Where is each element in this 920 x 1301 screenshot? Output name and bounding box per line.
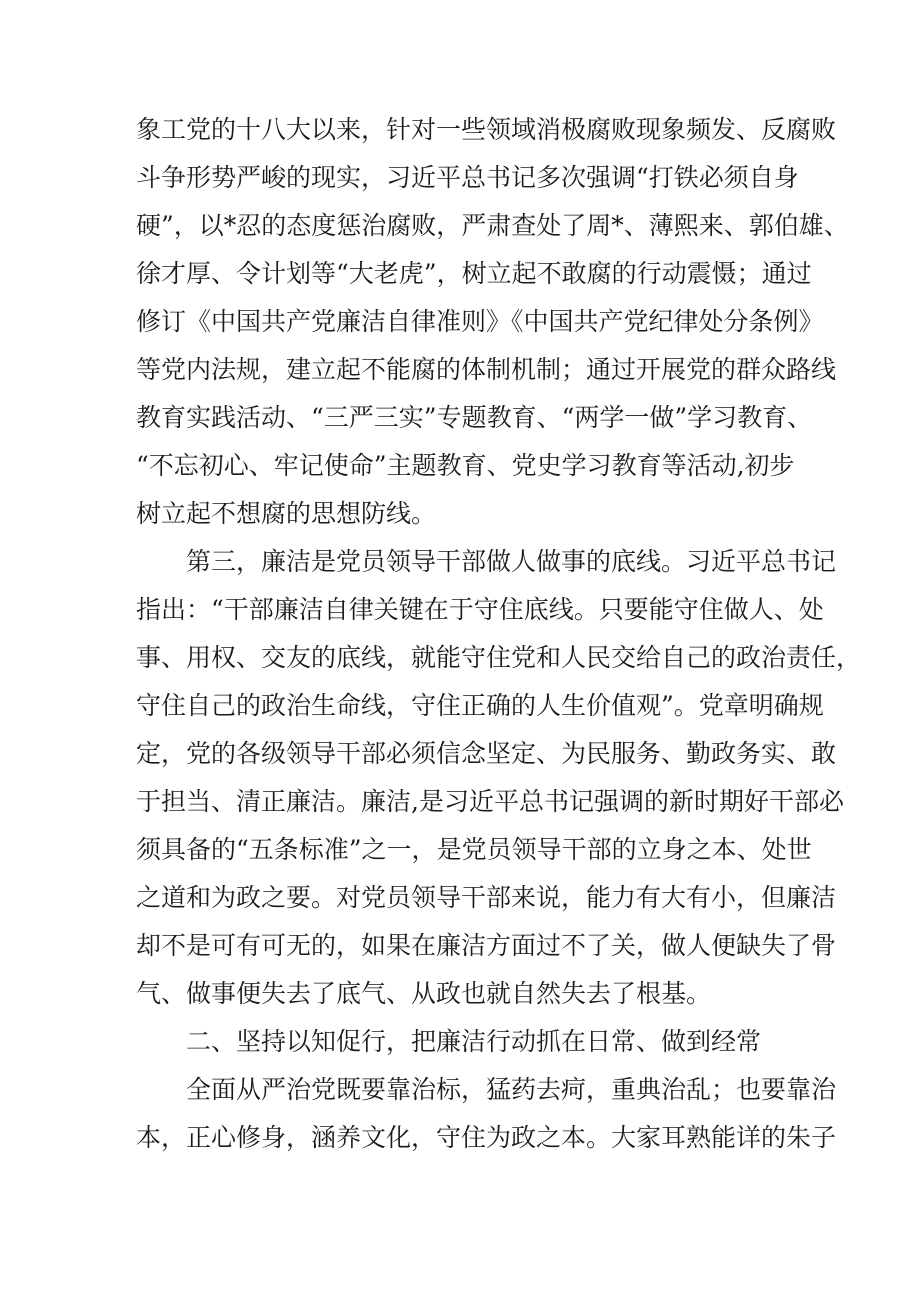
text-line: 硬”，以*忍的态度惩治腐败，严肃查处了周*、薄熙来、郭伯雄、 [136,211,849,240]
text-line: 气、做事便失去了底气、从政也就自然失去了根基。 [136,979,712,1008]
text-line: 修订《中国共产党廉洁自律准则》《中国共产党纪律处分条例》 [136,307,824,336]
text-line: 须具备的“五条标准”之一，是党员领导干部的立身之本、处世 [136,835,812,864]
text-line: “不忘初心、牢记使命”主题教育、党史学习教育等活动,初步 [136,451,795,480]
document-body [136,106,862,1162]
text-line: 徐才厚、令计划等“大老虎”，树立起不敢腐的行动震慑；通过 [136,259,812,288]
text-line: 象工党的十八大以来，针对一些领域消极腐败现象频发、反腐败 [136,115,837,144]
text-line: 本，正心修身，涵养文化，守住为政之本。大家耳熟能详的朱子 [136,1123,837,1152]
text-line: 于担当、清正廉洁。廉洁,是习近平总书记强调的新时期好干部必 [136,787,844,816]
text-line: 树立起不想腐的思想防线。 [136,499,437,528]
text-line: 指出：“干部廉洁自律关键在于守住底线。只要能守住做人、处 [136,595,824,624]
text-line: 教育实践活动、“三严三实”专题教育、“两学一做”学习教育、 [136,403,813,432]
section-heading: 二、坚持以知促行，把廉洁行动抓在日常、做到经常 [186,1027,762,1056]
text-line: 之道和为政之要。对党员领导干部来说，能力有大有小，但廉洁 [136,883,837,912]
text-line: 定，党的各级领导干部必须信念坚定、为民服务、勤政务实、敢 [136,739,837,768]
text-line: 事、用权、交友的底线，就能守住党和人民交给自己的政治责任， [136,643,862,672]
paragraph-start-line: 第三，廉洁是党员领导干部做人做事的底线。习近平总书记 [186,547,837,576]
paragraph-start-line: 全面从严治党既要靠治标，猛药去疴，重典治乱；也要靠治 [186,1075,837,1104]
text-line: 等党内法规，建立起不能腐的体制机制；通过开展党的群众路线 [136,355,837,384]
text-line: 守住自己的政治生命线，守住正确的人生价值观”。党章明确规 [136,691,824,720]
text-line: 斗争形势严峻的现实，习近平总书记多次强调“打铁必须自身 [136,163,799,192]
text-line: 却不是可有可无的，如果在廉洁方面过不了关，做人便缺失了骨 [136,931,837,960]
